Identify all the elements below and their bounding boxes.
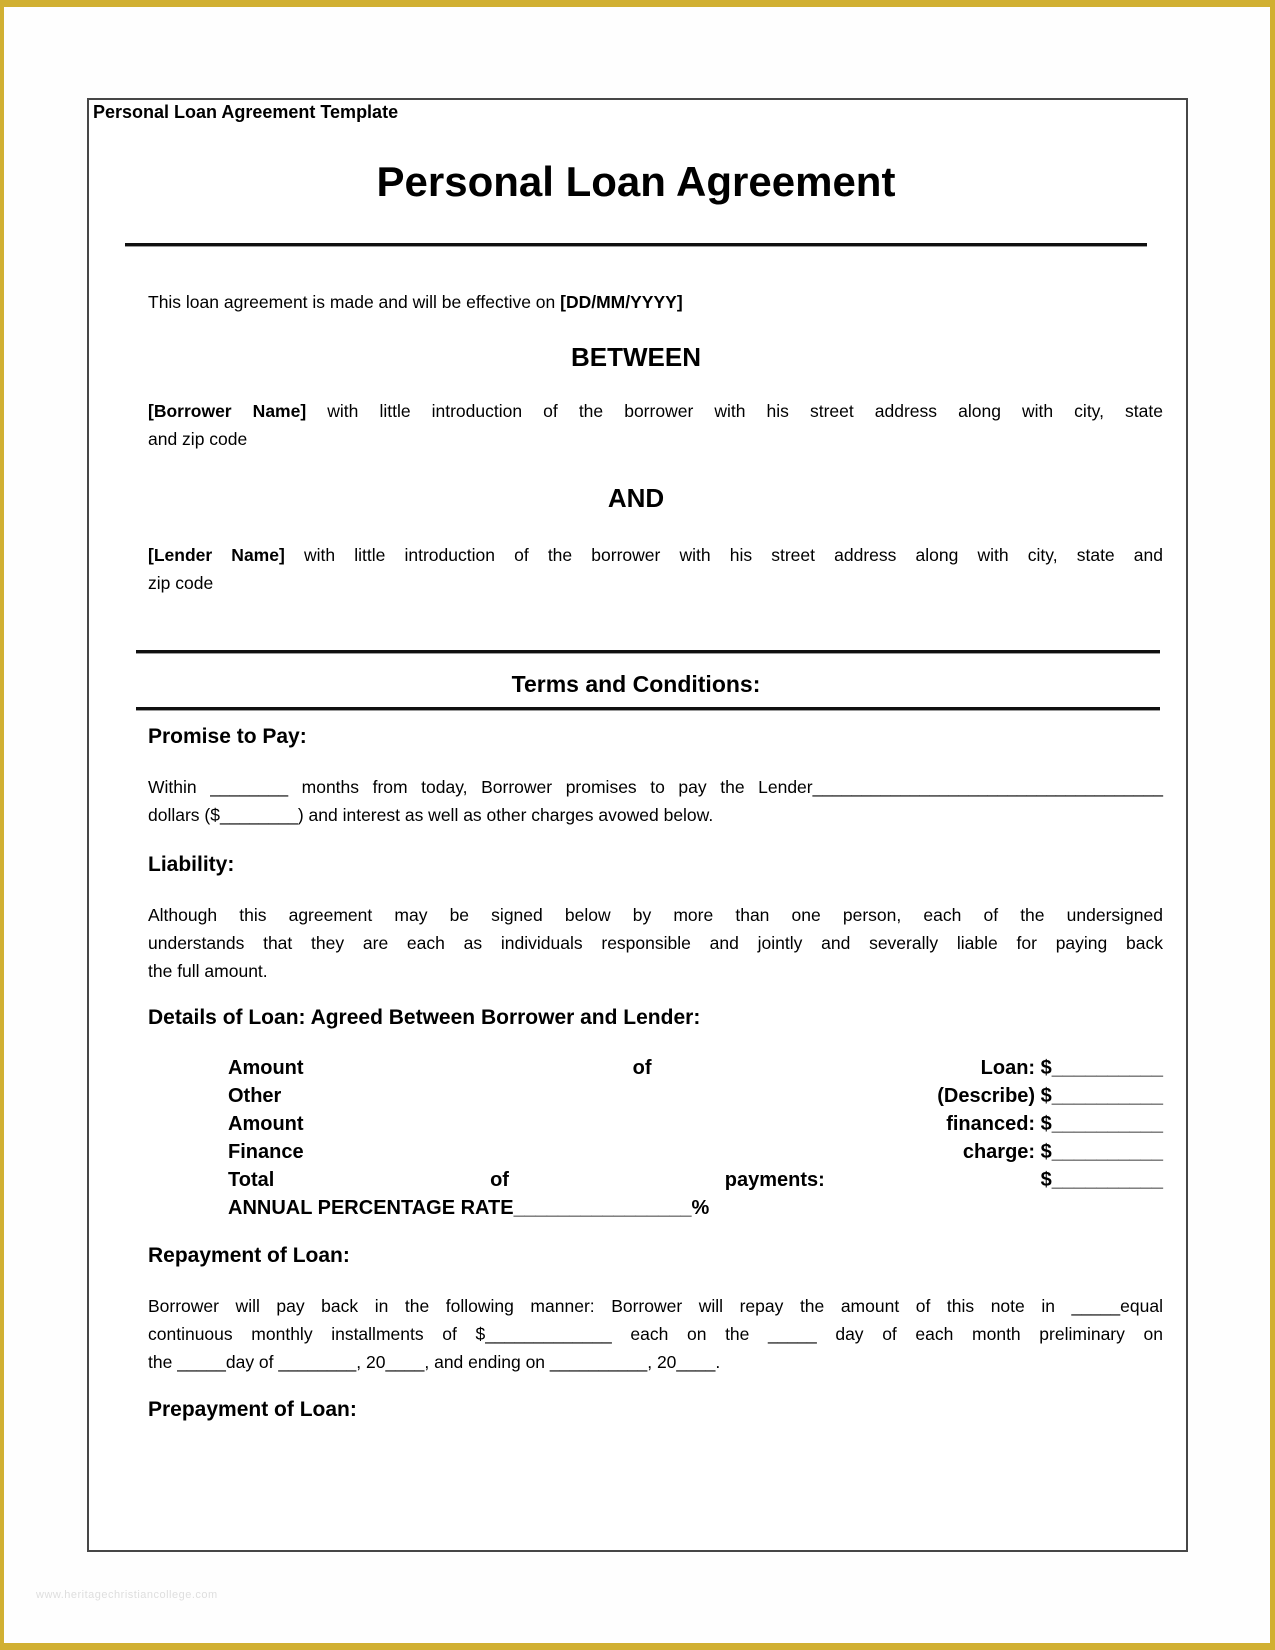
liability-heading: Liability: (148, 853, 235, 876)
details-heading: Details of Loan: Agreed Between Borrower and Lender: (148, 1006, 701, 1029)
lender-line-1 (148, 541, 1163, 569)
promise-line-1: Within ________ months from today, Borrower promises to pay the Lender____________________________________ (148, 777, 1163, 797)
watermark-text: www.heritagechristiancollege.com (36, 1589, 218, 1601)
promise-line-2: dollars ($________) and interest as well as other charges avowed below. (148, 805, 714, 825)
terms-rule-bottom (136, 707, 1160, 711)
details-cell: Amount (228, 1113, 304, 1135)
details-cell: ANNUAL PERCENTAGE RATE________________% (228, 1197, 710, 1219)
details-cell: financed: $__________ (946, 1113, 1163, 1135)
repayment-line-3: the _____day of ________, 20____, and ending on __________, 20____. (148, 1352, 721, 1372)
intro-paragraph (148, 288, 1163, 316)
details-cell: (Describe) $__________ (937, 1085, 1163, 1107)
repayment-paragraph (148, 1292, 1163, 1376)
liability-line-2: understands that they are each as individuals responsible and jointly and severally liable for paying back (148, 933, 1163, 953)
lender-line-1-text: with little introduction of the borrower with his street address along with city, state and (284, 545, 1163, 565)
header-label: Personal Loan Agreement Template (93, 102, 399, 122)
details-row-finance-charge (228, 1138, 1163, 1166)
liability-paragraph (148, 901, 1163, 985)
details-cell: $__________ (1040, 1169, 1163, 1191)
repayment-heading: Repayment of Loan: (148, 1244, 350, 1267)
and-label: AND (607, 483, 665, 513)
details-row-amount-financed (228, 1110, 1163, 1138)
repayment-line-2: continuous monthly installments of $_____________ each on the _____ day of each month preliminary on (148, 1324, 1163, 1344)
details-cell: Amount (228, 1057, 304, 1079)
lender-paragraph (148, 541, 1163, 597)
liability-line-1: Although this agreement may be signed below by more than one person, each of the undersigned (148, 905, 1163, 925)
between-label: BETWEEN (571, 342, 701, 372)
details-row-total-of-payments (228, 1166, 1163, 1194)
borrower-line-1-text: with little introduction of the borrower with his street address along with city, state (306, 401, 1163, 421)
borrower-line-2: and zip code (148, 429, 248, 449)
borrower-paragraph (148, 397, 1163, 453)
terms-rule-top (136, 650, 1160, 654)
document-content (89, 158, 1186, 1422)
prepayment-heading: Prepayment of Loan: (148, 1398, 357, 1421)
details-row-annual-percentage-rate (228, 1194, 1163, 1222)
title-rule (125, 243, 1147, 247)
document-box (87, 98, 1188, 1552)
promise-paragraph (148, 773, 1163, 829)
document-title: Personal Loan Agreement (376, 158, 896, 205)
repayment-line-1: Borrower will pay back in the following manner: Borrower will repay the amount of this note in _____equal (148, 1296, 1163, 1316)
liability-line-3: the full amount. (148, 961, 268, 981)
details-cell: charge: $__________ (962, 1141, 1163, 1163)
details-cell: payments: (724, 1169, 825, 1191)
promise-heading: Promise to Pay: (148, 725, 307, 748)
borrower-name-placeholder: [Borrower Name] (148, 401, 307, 421)
details-cell: Finance (228, 1141, 304, 1163)
lender-name-placeholder: [Lender Name] (148, 545, 285, 565)
details-cell: Loan: $__________ (980, 1057, 1163, 1079)
details-cell: of (490, 1169, 509, 1191)
details-cell: Other (228, 1085, 282, 1107)
lender-line-2: zip code (148, 573, 214, 593)
borrower-line-1 (148, 397, 1163, 425)
terms-heading: Terms and Conditions: (511, 671, 761, 697)
intro-text: This loan agreement is made and will be effective on (148, 292, 561, 312)
effective-date-placeholder: [DD/MM/YYYY] (560, 292, 683, 312)
details-row-other-describe (228, 1082, 1163, 1110)
details-cell: Total (228, 1169, 275, 1191)
details-row-amount-of-loan (228, 1054, 1163, 1082)
details-table (148, 1054, 1163, 1222)
details-cell: of (632, 1057, 652, 1079)
